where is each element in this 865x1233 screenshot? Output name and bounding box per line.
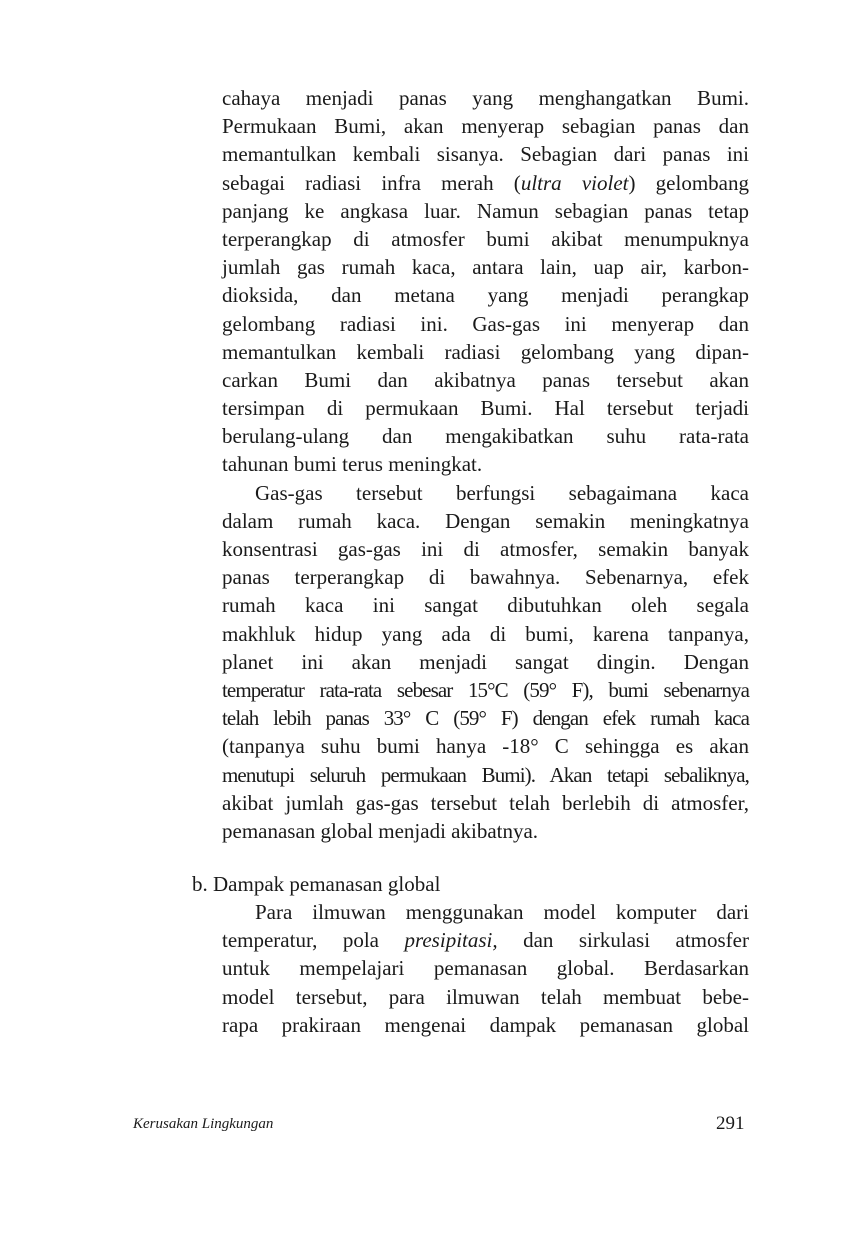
text-line: tersimpan di permukaan Bumi. Hal tersebut terjadi xyxy=(222,396,749,421)
footer-title: Kerusakan Lingkungan xyxy=(133,1116,274,1132)
text-line: jumlah gas rumah kaca, antara lain, uap air, karbon- xyxy=(222,255,749,280)
text-line: rumah kaca ini sangat dibutuhkan oleh segala xyxy=(222,593,749,618)
text-line: cahaya menjadi panas yang menghangatkan Bumi. xyxy=(222,86,749,110)
text-line: Gas-gas tersebut berfungsi sebagaimana kaca xyxy=(255,480,749,505)
text-line: terperangkap di atmosfer bumi akibat menumpuknya xyxy=(222,226,749,251)
text-line: pemanasan global menjadi akibatnya. xyxy=(222,818,539,843)
text-line: berulang-ulang dan mengakibatkan suhu rata-rata xyxy=(222,424,749,449)
text-line: tahunan bumi terus meningkat. xyxy=(222,452,483,477)
text-line: menutupi seluruh permukaan Bumi). Akan tetapi sebaliknya, xyxy=(222,762,749,787)
text-line: akibat jumlah gas-gas tersebut telah berlebih di atmosfer, xyxy=(222,790,749,815)
section-paragraph xyxy=(222,898,749,1039)
text-line: telah lebih panas 33° C (59° F) dengan efek rumah kaca xyxy=(222,706,749,731)
text-line: untuk mempelajari pemanasan global. Berdasarkan xyxy=(222,956,749,981)
text-line: memantulkan kembali sisanya. Sebagian dari panas ini xyxy=(222,142,749,167)
text-line: konsentrasi gas-gas ini di atmosfer, semakin banyak xyxy=(222,537,749,561)
text-line: (tanpanya suhu bumi hanya -18° C sehingga es akan xyxy=(222,734,749,759)
text-line: panjang ke angkasa luar. Namun sebagian panas tetap xyxy=(222,198,749,223)
text-line: Para ilmuwan menggunakan model komputer dari xyxy=(255,900,749,924)
text-line: sebagai radiasi infra merah (ultra violet) gelombang xyxy=(222,170,749,195)
text-line: model tersebut, para ilmuwan telah membuat bebe- xyxy=(222,984,749,1009)
section-heading: b. Dampak pemanasan global xyxy=(192,872,441,896)
text-line: planet ini akan menjadi sangat dingin. Dengan xyxy=(222,649,749,674)
text-line: gelombang radiasi ini. Gas-gas ini menyerap dan xyxy=(222,311,749,336)
text-line: dalam rumah kaca. Dengan semakin meningkatnya xyxy=(222,508,749,533)
text-line: panas terperangkap di bawahnya. Sebenarnya, efek xyxy=(222,565,749,590)
body-text xyxy=(222,84,749,845)
text-line: dioksida, dan metana yang menjadi perangkap xyxy=(222,283,749,308)
text-line: Permukaan Bumi, akan menyerap sebagian panas dan xyxy=(222,114,749,139)
text-line: temperatur, pola presipitasi, dan sirkulasi atmosfer xyxy=(222,928,749,953)
text-line: carkan Bumi dan akibatnya panas tersebut akan xyxy=(222,367,749,392)
text-line: temperatur rata-rata sebesar 15°C (59° F), bumi sebenarnya xyxy=(222,677,749,702)
text-line: makhluk hidup yang ada di bumi, karena tanpanya, xyxy=(222,621,749,646)
text-line: rapa prakiraan mengenai dampak pemanasan global xyxy=(222,1012,749,1037)
page-number: 291 xyxy=(716,1113,745,1134)
text-line: memantulkan kembali radiasi gelombang yang dipan- xyxy=(222,339,749,364)
